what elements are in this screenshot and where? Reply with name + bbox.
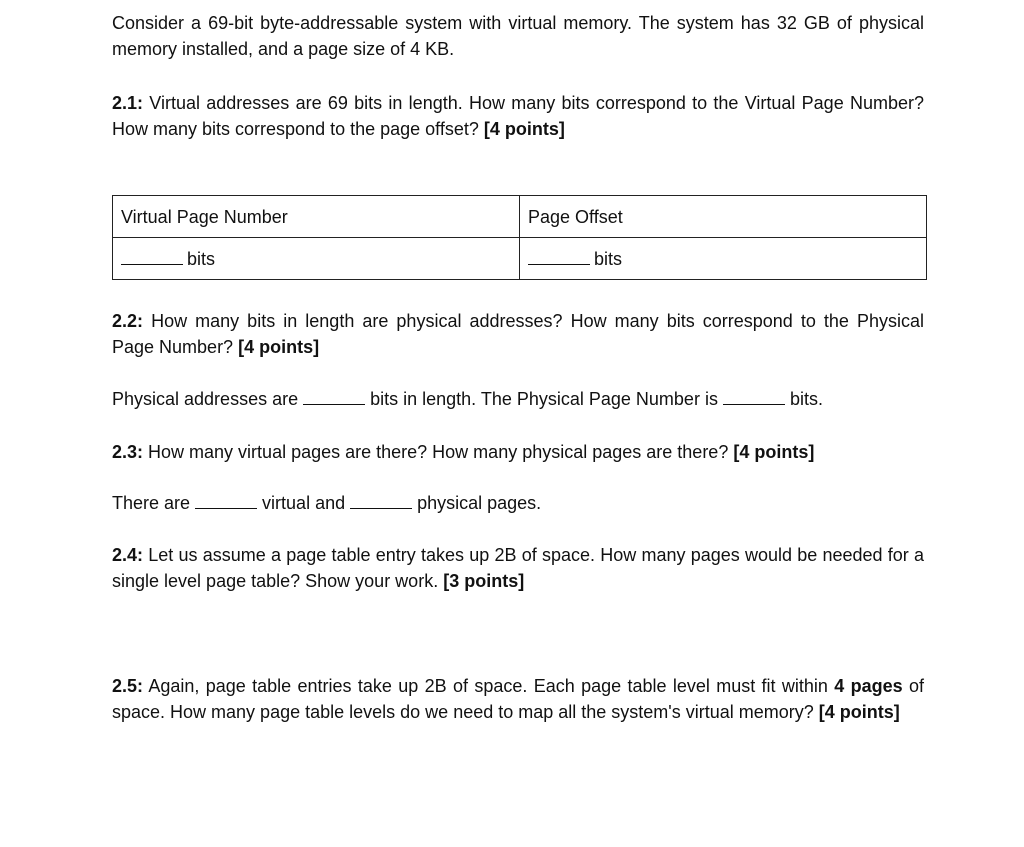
question-2-3-text: How many virtual pages are there? How many physical pages are there? <box>143 442 734 462</box>
answer-2-2-part3: bits. <box>789 389 823 409</box>
vpn-bits-cell[interactable] <box>113 238 520 280</box>
answer-2-3-part1: There are <box>112 493 191 513</box>
question-2-5-text2: of space. How many page table levels do we need to map all the system's virtual memory? <box>112 676 924 722</box>
question-2-2-points: [4 points] <box>238 337 320 357</box>
vpn-bits-blank[interactable] <box>121 246 183 265</box>
question-2-1-text: Virtual addresses are 69 bits in length. How many bits correspond to the Virtual Page Number? How many bits correspond to the page offset? <box>112 93 924 139</box>
vpn-bits-unit: bits <box>187 248 216 269</box>
vpn-offset-table <box>112 195 927 280</box>
answer-2-3-part2: virtual and <box>262 493 346 513</box>
header-virtual-page-number: Virtual Page Number <box>113 196 520 238</box>
question-2-4-label: 2.4: <box>112 545 144 565</box>
question-2-3-points: [4 points] <box>733 442 815 462</box>
question-2-5-points: [4 points] <box>818 702 900 722</box>
question-2-4-points: [3 points] <box>443 571 525 591</box>
question-2-1-points: [4 points] <box>483 119 565 139</box>
question-2-2-text: How many bits in length are physical addresses? How many bits correspond to the Physical Page Number? <box>112 311 924 357</box>
answer-2-3 <box>112 490 924 516</box>
question-2-3-label: 2.3: <box>112 442 144 462</box>
offset-bits-cell[interactable] <box>520 238 927 280</box>
header-page-offset: Page Offset <box>520 196 927 238</box>
question-2-3 <box>112 439 924 465</box>
question-2-4-text: Let us assume a page table entry takes up 2B of space. How many pages would be needed for a single level page table? Show your work. <box>112 545 924 591</box>
question-2-5-bold-pages: 4 pages <box>834 676 903 696</box>
answer-2-3-part3: physical pages. <box>417 493 542 513</box>
virtual-pages-blank[interactable] <box>195 492 257 509</box>
question-2-2 <box>112 308 924 360</box>
ppn-bits-blank[interactable] <box>723 388 785 405</box>
offset-bits-blank[interactable] <box>528 246 590 265</box>
question-2-5 <box>112 673 924 725</box>
question-2-5-text1: Again, page table entries take up 2B of space. Each page table level must fit within <box>143 676 835 696</box>
question-2-2-label: 2.2: <box>112 311 144 331</box>
physical-pages-blank[interactable] <box>350 492 412 509</box>
answer-2-2 <box>112 386 924 412</box>
answer-2-2-part2: bits in length. The Physical Page Number is <box>370 389 718 409</box>
question-2-1-label: 2.1: <box>112 93 144 113</box>
physical-address-bits-blank[interactable] <box>303 388 365 405</box>
question-2-1 <box>112 90 924 142</box>
answer-2-2-part1: Physical addresses are <box>112 389 299 409</box>
question-2-5-label: 2.5: <box>112 676 144 696</box>
offset-bits-unit: bits <box>594 248 623 269</box>
vpn-offset-table-container <box>112 195 927 280</box>
question-2-4 <box>112 542 924 594</box>
table-header-row <box>113 196 927 238</box>
table-answer-row <box>113 238 927 280</box>
intro-paragraph: Consider a 69-bit byte-addressable system with virtual memory. The system has 32 GB of physical memory installed, and a page size of 4 KB. <box>112 13 924 59</box>
